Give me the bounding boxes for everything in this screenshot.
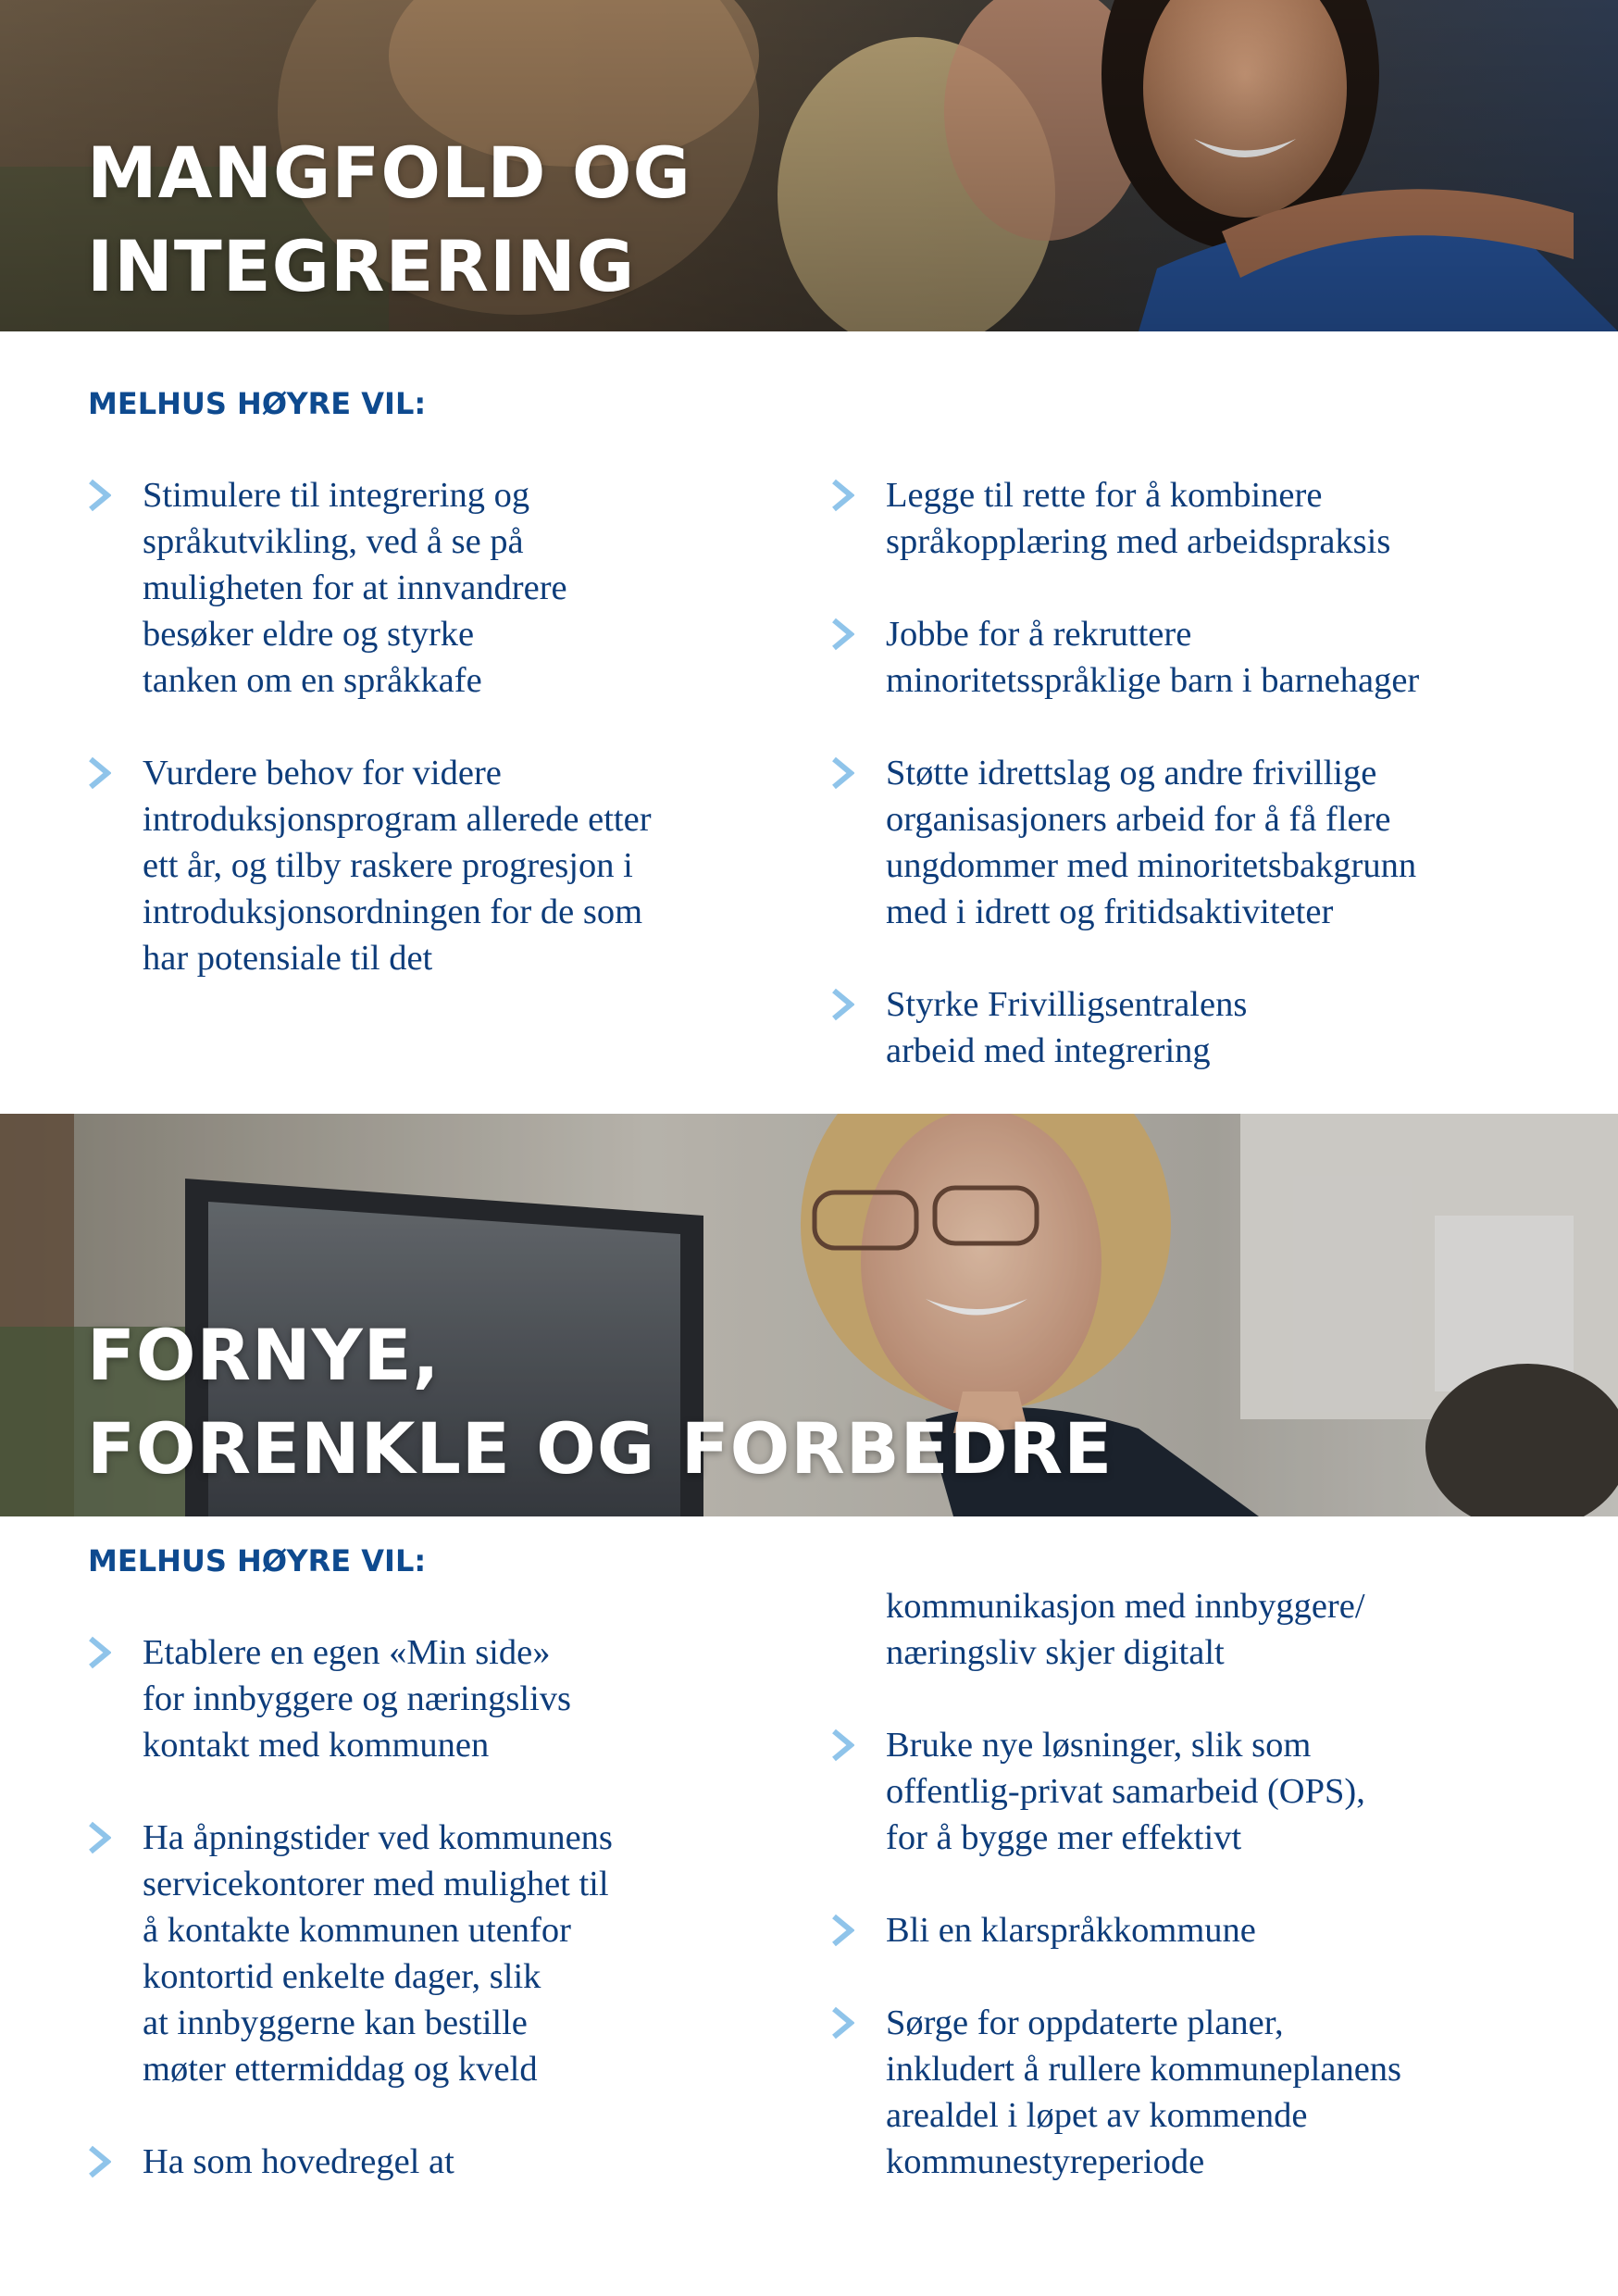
bullet-item: Etablere en egen «Min side» for innbyggere og næringslivs kontakt med kommunen [143,1629,571,1768]
title-line-2: FORENKLE OG FORBEDRE [87,1407,1114,1490]
bullet-item: Vurdere behov for videre introduksjonsprogram allerede etter ett år, og tilby raskere progresjon i introduksjonsordningen for de som har potensiale til det [143,750,652,981]
title-line-1: MANGFOLD OG [87,131,691,214]
bullet-item: Jobbe for å rekruttere minoritetsspråklige barn i barnehager [886,611,1419,704]
section-title-integration [87,126,691,313]
bullet-item: Styrke Frivilligsentralens arbeid med integrering [886,981,1247,1074]
bullet-item: Stimulere til integrering og språkutvikling, ved å se på muligheten for at innvandrere besøker eldre og styrke tanken om en språkkafe [143,472,567,704]
bullet-item: Bli en klarspråkkommune [886,1907,1256,1953]
bullet-item-continuation: kommunikasjon med innbyggere/ næringsliv skjer digitalt [886,1587,1365,1672]
chevron-right-icon [87,478,111,513]
bullet-item: Støtte idrettslag og andre frivillige organisasjoners arbeid for å få flere ungdommer med minoritetsbakgrunn med i idrett og fritidsaktiviteter [886,750,1416,935]
title-line-1: FORNYE, [87,1314,441,1396]
chevron-right-icon [87,2144,111,2179]
chevron-right-icon [830,987,854,1022]
bullet-item: Sørge for oppdaterte planer, inkludert å rullere kommuneplanens arealdel i løpet av kommende kommunestyreperiode [886,2000,1401,2185]
title-line-2: INTEGRERING [87,225,636,307]
kicker-melhus-hoyre-vil: MELHUS HØYRE VIL: [88,386,427,421]
chevron-right-icon [830,617,854,652]
chevron-right-icon [830,1913,854,1948]
chevron-right-icon [87,755,111,791]
chevron-right-icon [830,478,854,513]
chevron-right-icon [830,2005,854,2040]
chevron-right-icon [830,1728,854,1763]
chevron-right-icon [87,1635,111,1670]
kicker-melhus-hoyre-vil: MELHUS HØYRE VIL: [88,1543,427,1578]
bullet-item: Legge til rette for å kombinere språkopplæring med arbeidspraksis [886,472,1390,565]
hero-photo-integration [0,0,1618,331]
bullet-item: Ha åpningstider ved kommunens servicekontorer med mulighet til å kontakte kommunen utenfor kontortid enkelte dager, slik at innbyggerne kan bestille møter ettermiddag og kveld [143,1815,613,2092]
bullet-item: Bruke nye løsninger, slik som offentlig-privat samarbeid (OPS), for å bygge mer effektivt [886,1722,1365,1861]
chevron-right-icon [87,1820,111,1855]
section-title-renewal [87,1308,1113,1495]
chevron-right-icon [830,755,854,791]
bullet-item: Ha som hovedregel at [143,2139,454,2185]
